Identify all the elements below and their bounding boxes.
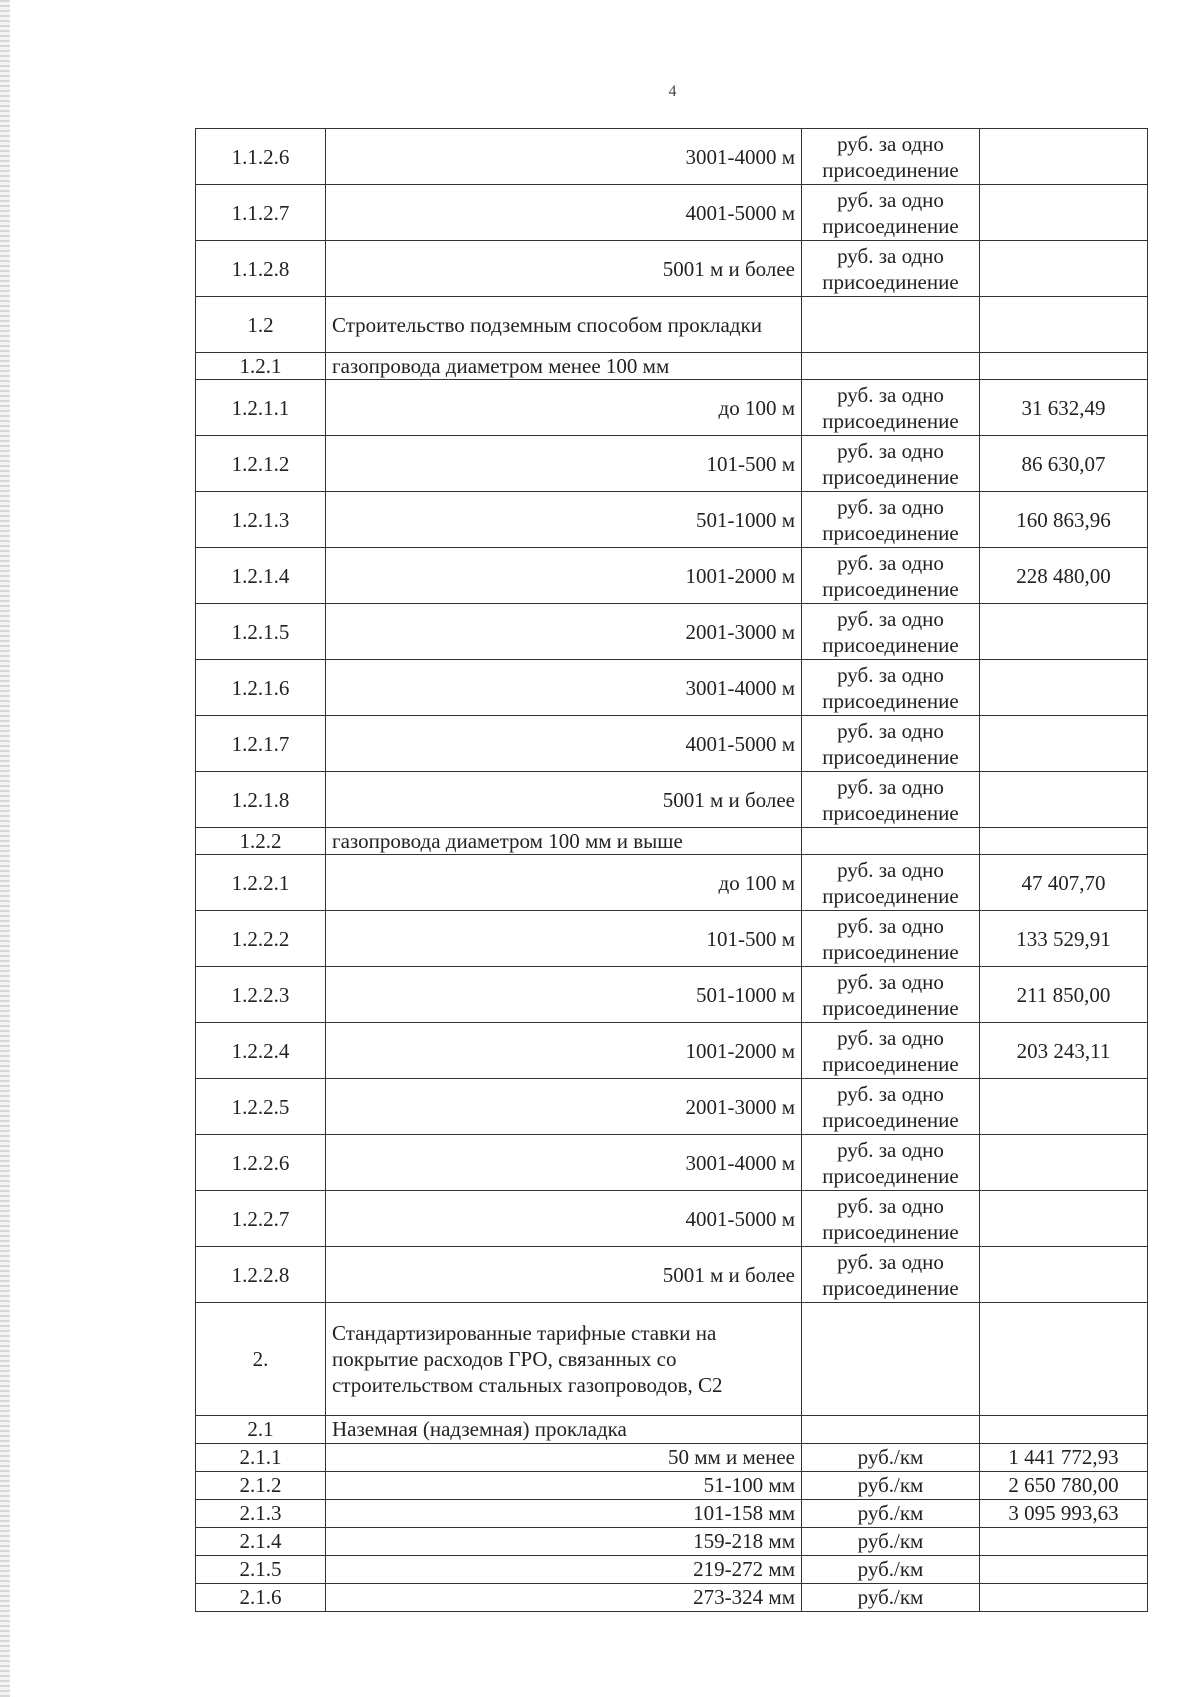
table-row <box>196 185 1148 241</box>
row-value: 133 529,91 <box>980 911 1148 967</box>
row-code: 1.2.1.4 <box>196 548 326 604</box>
row-description: 101-500 м <box>326 911 802 967</box>
row-value <box>980 1584 1148 1612</box>
row-description: 219-272 мм <box>326 1556 802 1584</box>
row-value <box>980 716 1148 772</box>
table-row <box>196 492 1148 548</box>
row-value <box>980 604 1148 660</box>
row-value <box>980 1135 1148 1191</box>
row-description: 101-500 м <box>326 436 802 492</box>
row-description: 501-1000 м <box>326 967 802 1023</box>
row-code: 1.2.1.5 <box>196 604 326 660</box>
row-code: 1.2.1.3 <box>196 492 326 548</box>
row-unit: руб. за одно присоединение <box>802 1247 980 1303</box>
row-unit: руб. за одно присоединение <box>802 1191 980 1247</box>
row-code: 1.2.2.6 <box>196 1135 326 1191</box>
row-description: 3001-4000 м <box>326 129 802 185</box>
row-description: Стандартизированные тарифные ставки на покрытие расходов ГРО, связанных со строительством стальных газопроводов, С2 <box>326 1303 802 1416</box>
table-row <box>196 1135 1148 1191</box>
table-row <box>196 828 1148 855</box>
row-unit: руб./км <box>802 1444 980 1472</box>
row-description: 51-100 мм <box>326 1472 802 1500</box>
row-value: 203 243,11 <box>980 1023 1148 1079</box>
row-unit: руб. за одно присоединение <box>802 241 980 297</box>
row-unit: руб./км <box>802 1584 980 1612</box>
row-value <box>980 1416 1148 1444</box>
row-description: 501-1000 м <box>326 492 802 548</box>
table-row <box>196 1191 1148 1247</box>
row-value <box>980 828 1148 855</box>
page-number: 4 <box>668 83 677 100</box>
row-description: 1001-2000 м <box>326 548 802 604</box>
row-code: 1.2.2 <box>196 828 326 855</box>
row-value <box>980 1303 1148 1416</box>
row-unit <box>802 1416 980 1444</box>
row-code: 2.1 <box>196 1416 326 1444</box>
row-unit: руб. за одно присоединение <box>802 967 980 1023</box>
table-row <box>196 1247 1148 1303</box>
row-description: 159-218 мм <box>326 1528 802 1556</box>
row-description: Наземная (надземная) прокладка <box>326 1416 802 1444</box>
row-value <box>980 241 1148 297</box>
table-row <box>196 241 1148 297</box>
row-code: 1.2 <box>196 297 326 353</box>
table-row <box>196 1500 1148 1528</box>
row-value: 47 407,70 <box>980 855 1148 911</box>
row-description: до 100 м <box>326 380 802 436</box>
table-row <box>196 1023 1148 1079</box>
row-description: 4001-5000 м <box>326 716 802 772</box>
row-value: 1 441 772,93 <box>980 1444 1148 1472</box>
row-description: Строительство подземным способом прокладки <box>326 297 802 353</box>
row-unit: руб. за одно присоединение <box>802 436 980 492</box>
row-code: 1.2.2.3 <box>196 967 326 1023</box>
table-row <box>196 353 1148 380</box>
table-row <box>196 716 1148 772</box>
table-row <box>196 436 1148 492</box>
row-code: 1.2.1 <box>196 353 326 380</box>
row-value <box>980 1079 1148 1135</box>
scan-edge-strip <box>0 0 10 1697</box>
row-code: 2.1.5 <box>196 1556 326 1584</box>
row-description: 273-324 мм <box>326 1584 802 1612</box>
row-value: 86 630,07 <box>980 436 1148 492</box>
row-unit: руб. за одно присоединение <box>802 604 980 660</box>
row-code: 2.1.3 <box>196 1500 326 1528</box>
row-code: 1.2.1.2 <box>196 436 326 492</box>
row-description: 4001-5000 м <box>326 185 802 241</box>
row-code: 1.2.2.8 <box>196 1247 326 1303</box>
row-unit <box>802 353 980 380</box>
row-code: 1.2.1.6 <box>196 660 326 716</box>
table-row <box>196 1444 1148 1472</box>
row-unit: руб. за одно присоединение <box>802 548 980 604</box>
row-unit: руб. за одно присоединение <box>802 660 980 716</box>
row-description: 5001 м и более <box>326 1247 802 1303</box>
row-value <box>980 1191 1148 1247</box>
row-description: 50 мм и менее <box>326 1444 802 1472</box>
row-value <box>980 1247 1148 1303</box>
row-unit: руб. за одно присоединение <box>802 380 980 436</box>
row-value <box>980 297 1148 353</box>
tariff-table-body <box>196 129 1148 1612</box>
row-value <box>980 1528 1148 1556</box>
row-value: 3 095 993,63 <box>980 1500 1148 1528</box>
row-code: 1.2.2.2 <box>196 911 326 967</box>
table-row <box>196 297 1148 353</box>
table-row <box>196 1584 1148 1612</box>
row-value <box>980 185 1148 241</box>
row-value: 2 650 780,00 <box>980 1472 1148 1500</box>
row-unit: руб. за одно присоединение <box>802 1079 980 1135</box>
row-value: 228 480,00 <box>980 548 1148 604</box>
row-description: газопровода диаметром 100 мм и выше <box>326 828 802 855</box>
table-row <box>196 1528 1148 1556</box>
row-value <box>980 660 1148 716</box>
tariff-table <box>195 128 1148 1612</box>
row-description: газопровода диаметром менее 100 мм <box>326 353 802 380</box>
table-row <box>196 1556 1148 1584</box>
row-code: 1.2.2.4 <box>196 1023 326 1079</box>
row-unit: руб./км <box>802 1500 980 1528</box>
table-row <box>196 660 1148 716</box>
row-unit: руб. за одно присоединение <box>802 1135 980 1191</box>
table-row <box>196 855 1148 911</box>
row-unit: руб. за одно присоединение <box>802 772 980 828</box>
table-row <box>196 967 1148 1023</box>
row-value: 160 863,96 <box>980 492 1148 548</box>
row-code: 1.1.2.8 <box>196 241 326 297</box>
row-value: 211 850,00 <box>980 967 1148 1023</box>
table-row <box>196 911 1148 967</box>
row-value: 31 632,49 <box>980 380 1148 436</box>
table-row <box>196 772 1148 828</box>
table-row <box>196 1079 1148 1135</box>
row-description: 3001-4000 м <box>326 660 802 716</box>
table-row <box>196 1303 1148 1416</box>
row-value <box>980 772 1148 828</box>
row-unit <box>802 828 980 855</box>
row-description: 4001-5000 м <box>326 1191 802 1247</box>
row-code: 1.2.1.8 <box>196 772 326 828</box>
row-code: 2.1.6 <box>196 1584 326 1612</box>
row-unit: руб. за одно присоединение <box>802 855 980 911</box>
row-code: 1.1.2.7 <box>196 185 326 241</box>
row-description: 5001 м и более <box>326 241 802 297</box>
row-unit <box>802 297 980 353</box>
row-unit: руб. за одно присоединение <box>802 911 980 967</box>
row-value <box>980 1556 1148 1584</box>
table-row <box>196 1472 1148 1500</box>
row-unit: руб./км <box>802 1556 980 1584</box>
table-row <box>196 1416 1148 1444</box>
row-unit: руб. за одно присоединение <box>802 129 980 185</box>
row-description: 5001 м и более <box>326 772 802 828</box>
table-row <box>196 604 1148 660</box>
row-unit: руб. за одно присоединение <box>802 716 980 772</box>
row-description: до 100 м <box>326 855 802 911</box>
table-row <box>196 380 1148 436</box>
row-code: 1.2.1.1 <box>196 380 326 436</box>
row-unit: руб./км <box>802 1528 980 1556</box>
table-row <box>196 548 1148 604</box>
row-code: 2.1.4 <box>196 1528 326 1556</box>
row-description: 101-158 мм <box>326 1500 802 1528</box>
row-code: 2.1.2 <box>196 1472 326 1500</box>
row-code: 1.2.1.7 <box>196 716 326 772</box>
row-code: 1.1.2.6 <box>196 129 326 185</box>
row-unit: руб. за одно присоединение <box>802 1023 980 1079</box>
row-unit: руб. за одно присоединение <box>802 185 980 241</box>
row-description: 3001-4000 м <box>326 1135 802 1191</box>
row-code: 2.1.1 <box>196 1444 326 1472</box>
row-unit <box>802 1303 980 1416</box>
row-description: 1001-2000 м <box>326 1023 802 1079</box>
row-unit: руб. за одно присоединение <box>802 492 980 548</box>
row-description: 2001-3000 м <box>326 1079 802 1135</box>
row-code: 1.2.2.7 <box>196 1191 326 1247</box>
row-code: 1.2.2.5 <box>196 1079 326 1135</box>
row-value <box>980 129 1148 185</box>
row-unit: руб./км <box>802 1472 980 1500</box>
row-code: 1.2.2.1 <box>196 855 326 911</box>
row-description: 2001-3000 м <box>326 604 802 660</box>
table-row <box>196 129 1148 185</box>
row-value <box>980 353 1148 380</box>
row-code: 2. <box>196 1303 326 1416</box>
